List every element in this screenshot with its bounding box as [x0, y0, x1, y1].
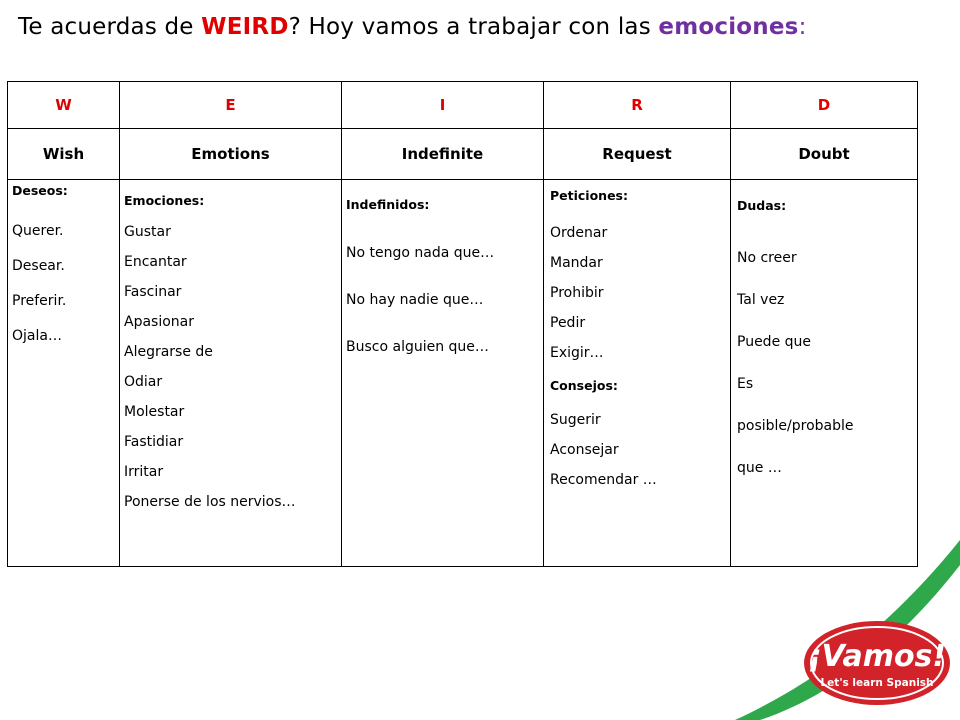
doubt-item: Puede que — [737, 334, 812, 350]
doubt-item: Es — [737, 376, 754, 392]
title-weird: WEIRD — [201, 14, 289, 40]
word-doubt: Doubt — [731, 129, 918, 180]
title-prefix: Te acuerdas de — [18, 14, 202, 40]
emotions-item: Fascinar — [124, 284, 182, 300]
emotions-item: Ponerse de los nervios… — [124, 494, 296, 510]
word-wish: Wish — [8, 129, 120, 180]
doubt-item: que … — [737, 460, 782, 476]
request-item: Pedir — [550, 315, 586, 331]
indefinite-item: No tengo nada que… — [346, 245, 495, 261]
advice-item: Sugerir — [550, 412, 601, 428]
request-item: Exigir… — [550, 345, 604, 361]
wish-item: Desear. — [12, 258, 65, 274]
emotions-item: Molestar — [124, 404, 185, 420]
word-request: Request — [544, 129, 731, 180]
indefinite-item: Busco alguien que… — [346, 339, 489, 355]
indefinite-heading: Indefinidos: — [346, 197, 430, 212]
request-item: Prohibir — [550, 285, 604, 301]
request-item: Ordenar — [550, 225, 608, 241]
doubt-item: No creer — [737, 250, 797, 266]
advice-item: Aconsejar — [550, 442, 619, 458]
emotions-item: Encantar — [124, 254, 187, 270]
letter-e: E — [120, 82, 342, 129]
letter-d: D — [731, 82, 918, 129]
doubt-item: posible/probable — [737, 418, 854, 434]
indefinite-item: No hay nadie que… — [346, 292, 484, 308]
letter-i: I — [342, 82, 544, 129]
title-colon: : — [798, 14, 807, 40]
doubt-item: Tal vez — [737, 292, 785, 308]
advice-item: Recomendar … — [550, 472, 657, 488]
wish-heading: Deseos: — [12, 183, 68, 198]
emotions-item: Gustar — [124, 224, 171, 240]
emotions-item: Apasionar — [124, 314, 194, 330]
emotions-item: Fastidiar — [124, 434, 184, 450]
logo-text: ¡Vamos! — [807, 639, 947, 674]
logo-tagline: Let's learn Spanish — [820, 677, 934, 689]
request-heading: Peticiones: — [550, 188, 628, 203]
wish-item: Querer. — [12, 223, 64, 239]
emotions-item: Irritar — [124, 464, 164, 480]
wish-item: Ojala… — [12, 328, 62, 344]
doubt-heading: Dudas: — [737, 198, 787, 213]
wish-item: Preferir. — [12, 293, 67, 309]
title-middle: ? Hoy vamos a trabajar con las — [288, 14, 659, 40]
emotions-item: Odiar — [124, 374, 163, 390]
word-emotions: Emotions — [120, 129, 342, 180]
letter-w: W — [8, 82, 120, 129]
emotions-heading: Emociones: — [124, 193, 205, 208]
letter-r: R — [544, 82, 731, 129]
emotions-item: Alegrarse de — [124, 344, 213, 360]
title-emociones: emociones — [658, 14, 799, 40]
vamos-logo — [802, 618, 952, 708]
word-indefinite: Indefinite — [342, 129, 544, 180]
advice-heading: Consejos: — [550, 378, 618, 393]
request-item: Mandar — [550, 255, 603, 271]
